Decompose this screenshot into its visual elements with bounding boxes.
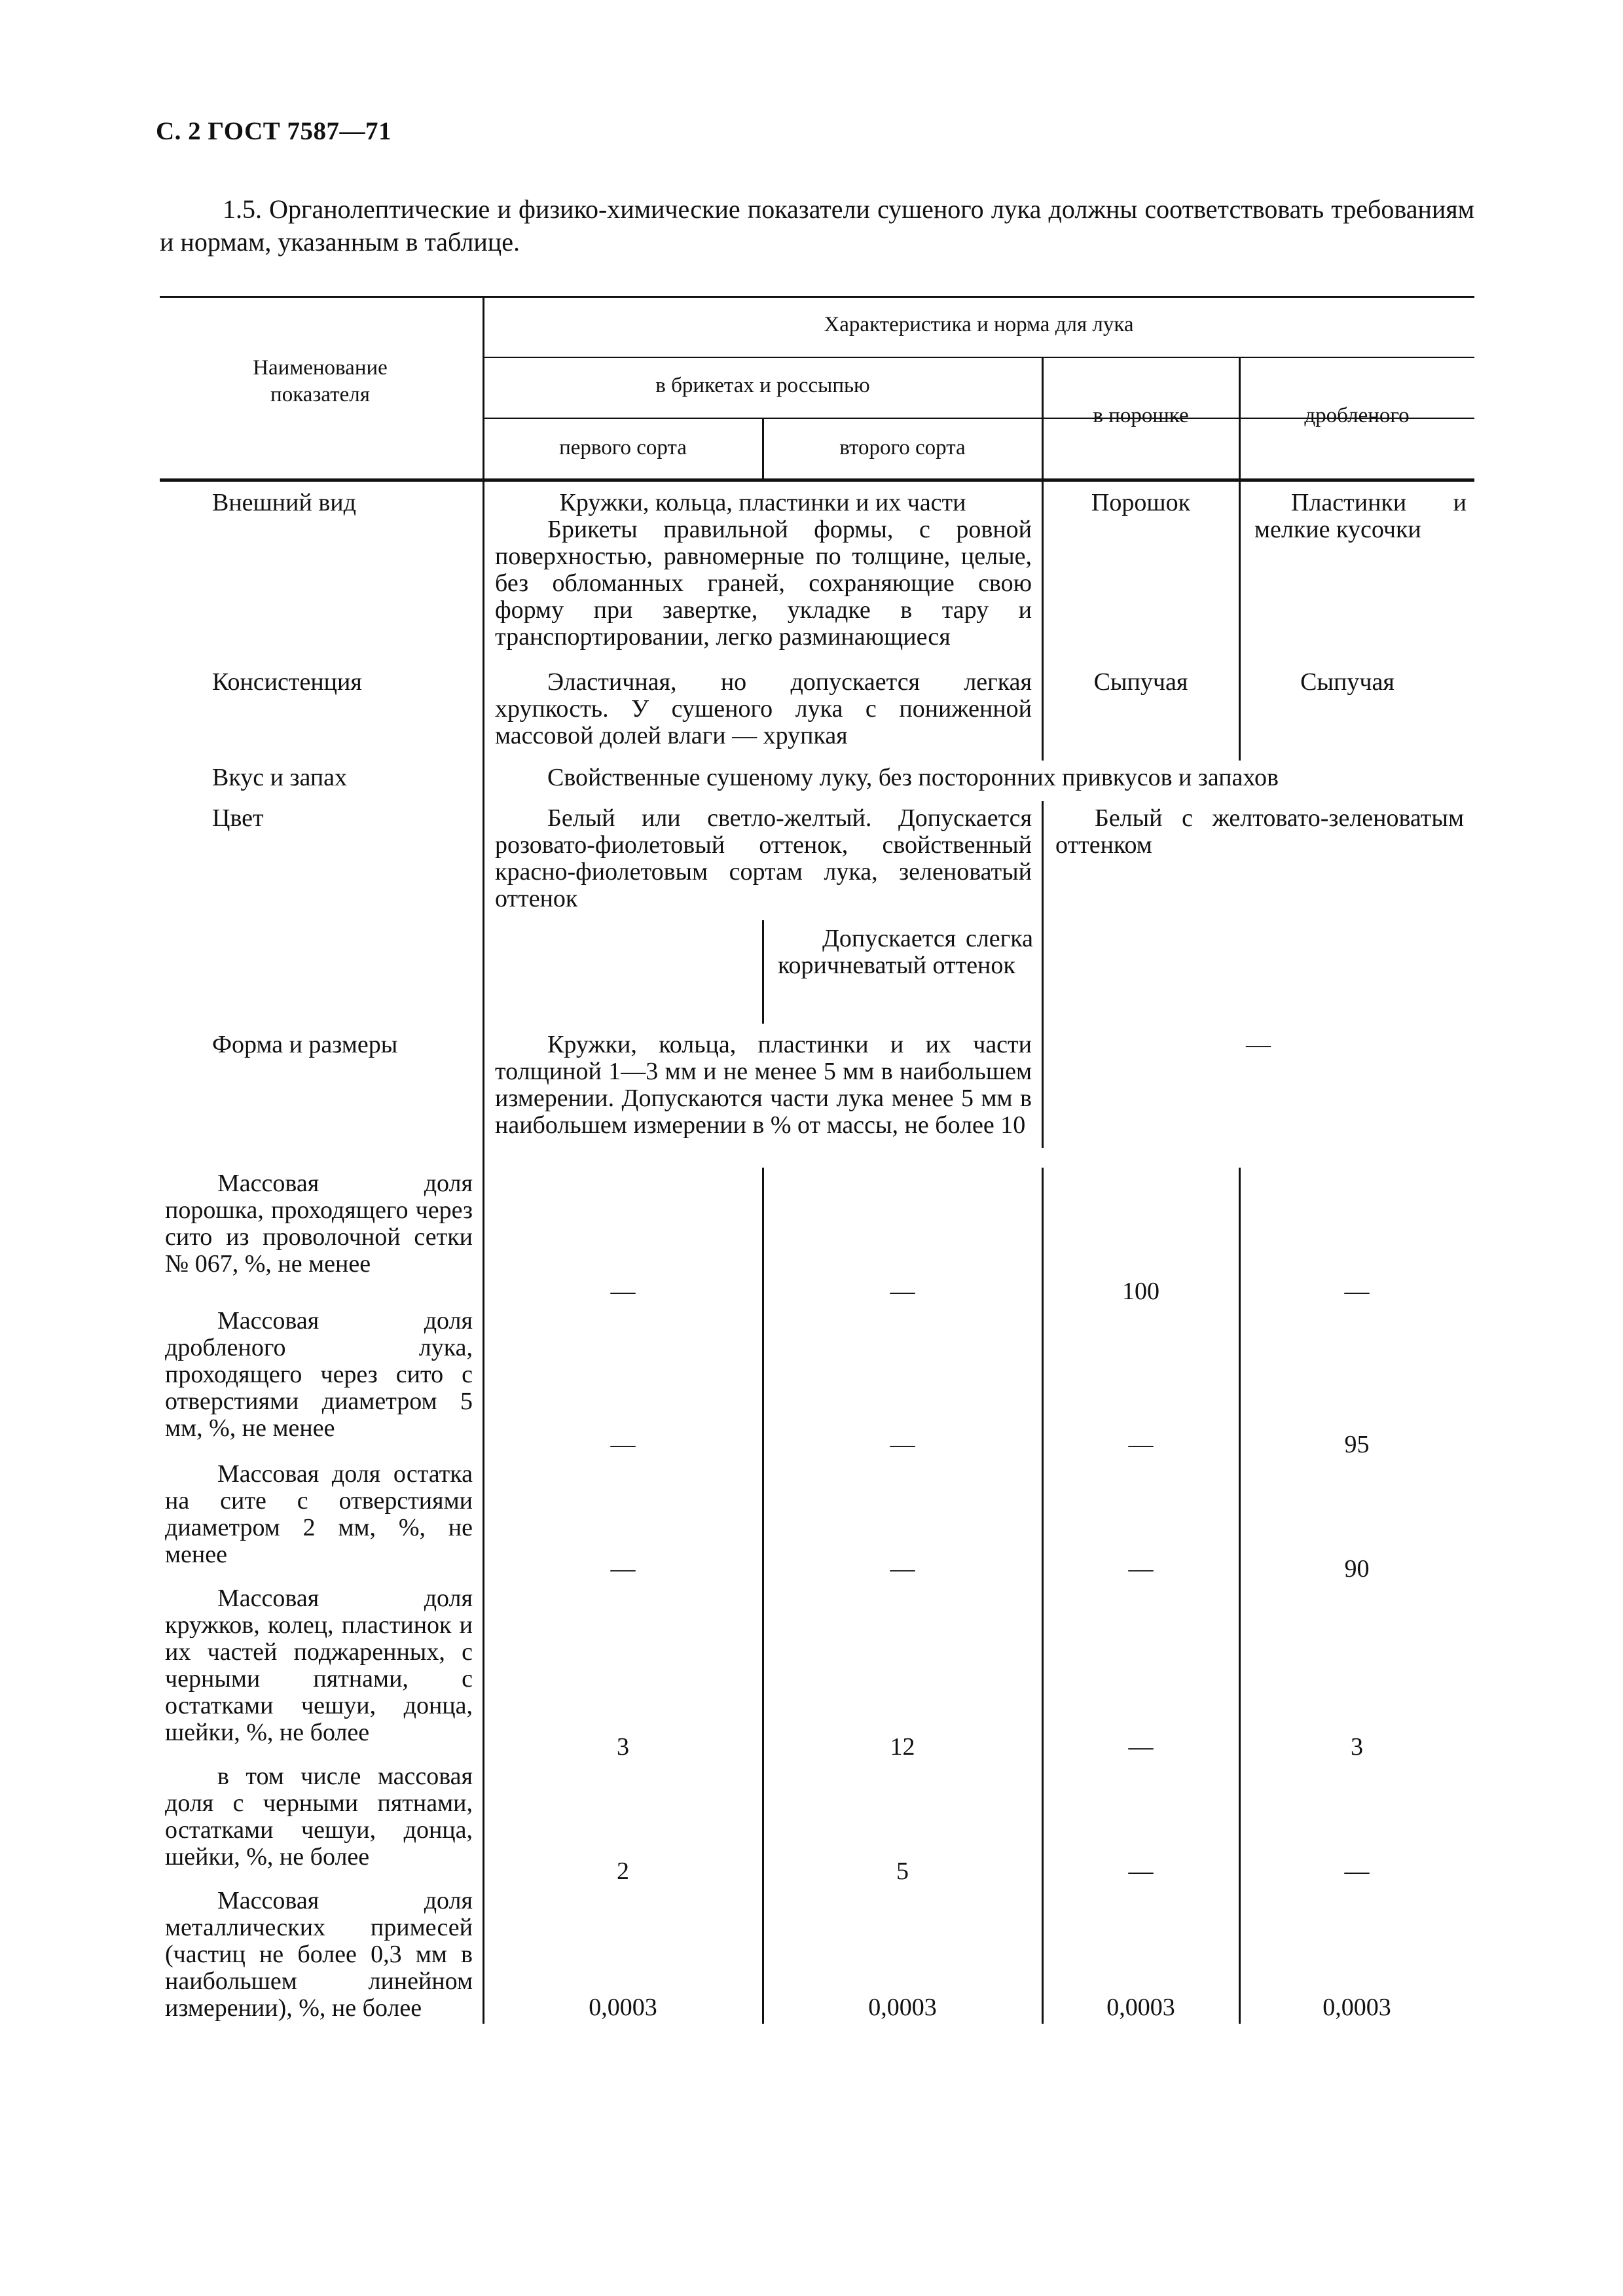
- row-crushed-sieve-second: —: [890, 1431, 915, 1458]
- col-rule-2-color: [762, 920, 764, 1024]
- row-powder-sieve-name-text: Массовая доля порошка, проходящего через сито из проволочной сетки № 067, %, не менее: [165, 1170, 473, 1278]
- intro-paragraph: [160, 193, 1474, 259]
- row-fried-crushed: 3: [1351, 1733, 1363, 1761]
- row-appearance-crushed-text: Пластинки и мелкие кусочки: [1254, 489, 1467, 543]
- row-spots-name-text: в том числе массовая доля с черными пятнами, остатками чешуи, донца, шейки, %, не более: [165, 1763, 473, 1871]
- row-taste-all: Свойственные сушеному луку, без посторонних привкусов и запахов: [547, 764, 1279, 791]
- header-crushed: дробленого: [1304, 404, 1410, 427]
- row-consistency-bricks-text: Эластичная, но допускается легкая хрупкость. У сушеного лука с пониженной массовой долей влаги — хрупкая: [495, 668, 1032, 749]
- intro-text: 1.5. Органолептические и физико-химические показатели сушеного лука должны соответствовать требованиям и нормам, указанным в таблице.: [160, 194, 1474, 257]
- row-residue-name-text: Массовая доля остатка на сите с отверстиями диаметром 2 мм, %, не менее: [165, 1460, 473, 1568]
- row-fried-name-text: Массовая доля кружков, колец, пластинок и их частей поджаренных, с черными пятнами, с остатками чешуи, донца, шейки, %, не более: [165, 1585, 473, 1746]
- row-spots-name: [165, 1763, 473, 1871]
- col-rule-1: [483, 296, 484, 2024]
- row-color-bricks-text: Белый или светло-желтый. Допускается розовато-фиолетовый оттенок, свойственный красно-фиолетовым сортам лука, зеленоватый оттенок: [495, 804, 1032, 912]
- row-powder-sieve-second: —: [890, 1278, 915, 1305]
- page-header: С. 2 ГОСТ 7587—71: [156, 117, 392, 145]
- row-appearance-bricks-line2: [495, 516, 1032, 651]
- row-color-powder-crushed-text: Белый с желтовато-зеленоватым оттенком: [1055, 804, 1464, 859]
- row-powder-sieve-first: —: [610, 1278, 636, 1305]
- row-crushed-sieve-name: [165, 1308, 473, 1442]
- header-briquettes: в брикетах и россыпью: [655, 374, 870, 397]
- row-metal-second: 0,0003: [868, 1994, 937, 2021]
- row-residue-powder: —: [1128, 1555, 1154, 1583]
- row-fried-first: 3: [617, 1733, 629, 1761]
- header-powder: в порошке: [1093, 404, 1189, 427]
- row-metal-crushed: 0,0003: [1322, 1994, 1391, 2021]
- row-metal-name-text: Массовая доля металлических примесей (частиц не более 0,3 мм в наибольшем линейном измерении), %, не более: [165, 1887, 473, 2022]
- row-residue-second: —: [890, 1555, 915, 1583]
- row-consistency-bricks: [495, 669, 1032, 749]
- col-rule-3-appearance: [1042, 482, 1044, 761]
- row-powder-sieve-powder: 100: [1122, 1278, 1159, 1305]
- row-shape-powder-crushed: —: [1246, 1031, 1271, 1058]
- header-second-grade: второго сорта: [839, 436, 966, 459]
- row-shape-bricks-text: Кружки, кольца, пластинки и их части толщиной 1—3 мм и не менее 5 мм в наибольшем измерении. Допускаются части лука менее 5 мм в наибольшем измерении в % от массы, не более 10: [495, 1031, 1032, 1139]
- row-crushed-sieve-first: —: [610, 1431, 636, 1458]
- row-color-second-text: Допускается слегка коричневатый оттенок: [778, 925, 1033, 979]
- row-spots-powder: —: [1128, 1857, 1154, 1885]
- table-top-rule: [160, 296, 1474, 298]
- row-fried-powder: —: [1128, 1733, 1154, 1761]
- header-first-grade: первого сорта: [559, 436, 687, 459]
- row-appearance-powder: Порошок: [1091, 489, 1191, 516]
- row-shape-name: Форма и размеры: [212, 1031, 398, 1058]
- row-shape-bricks: [495, 1031, 1032, 1139]
- row-residue-crushed: 90: [1344, 1555, 1370, 1583]
- row-appearance-crushed: [1254, 490, 1467, 543]
- row-crushed-sieve-crushed: 95: [1344, 1431, 1370, 1458]
- row-crushed-sieve-powder: —: [1128, 1431, 1154, 1458]
- row-consistency-powder: Сыпучая: [1093, 668, 1188, 696]
- header-group: Характеристика и норма для лука: [824, 313, 1134, 336]
- header-rule-1: [483, 357, 1474, 358]
- row-consistency-crushed: Сыпучая: [1300, 668, 1395, 696]
- row-color-second: [778, 925, 1033, 979]
- row-metal-powder: 0,0003: [1106, 1994, 1175, 2021]
- row-fried-second: 12: [890, 1733, 915, 1761]
- row-metal-name: [165, 1888, 473, 2022]
- row-spots-crushed: —: [1344, 1857, 1370, 1885]
- row-crushed-sieve-name-text: Массовая доля дробленого лука, проходящего через сито с отверстиями диаметром 5 мм, %, не менее: [165, 1307, 473, 1442]
- row-fried-name: [165, 1585, 473, 1746]
- col-rule-4-appearance: [1239, 482, 1241, 761]
- row-appearance-bricks-text: Брикеты правильной формы, с ровной поверхностью, равномерные по толщине, целые, без обломанных граней, сохраняющие свою форму при завертке, укладке в тару и транспортировании, легко разминающиеся: [495, 516, 1032, 651]
- indicators-table: [160, 296, 1474, 2024]
- row-color-powder-crushed: [1055, 805, 1464, 859]
- col-rule-3-color: [1042, 801, 1044, 1024]
- row-appearance-bricks-line1: Кружки, кольца, пластинки и их части: [559, 489, 966, 516]
- row-color-name: Цвет: [212, 804, 264, 832]
- row-taste-name: Вкус и запах: [212, 764, 348, 791]
- row-appearance-name: Внешний вид: [212, 489, 356, 516]
- header-name-col: Наименование показателя: [253, 356, 388, 406]
- row-residue-name: [165, 1461, 473, 1568]
- row-spots-second: 5: [896, 1857, 909, 1885]
- header-bottom-rule: [160, 478, 1474, 482]
- row-spots-first: 2: [617, 1857, 629, 1885]
- row-metal-first: 0,0003: [589, 1994, 657, 2021]
- row-consistency-name: Консистенция: [212, 668, 362, 696]
- row-color-bricks: [495, 805, 1032, 912]
- row-powder-sieve-crushed: —: [1344, 1278, 1370, 1305]
- row-residue-first: —: [610, 1555, 636, 1583]
- row-powder-sieve-name: [165, 1170, 473, 1278]
